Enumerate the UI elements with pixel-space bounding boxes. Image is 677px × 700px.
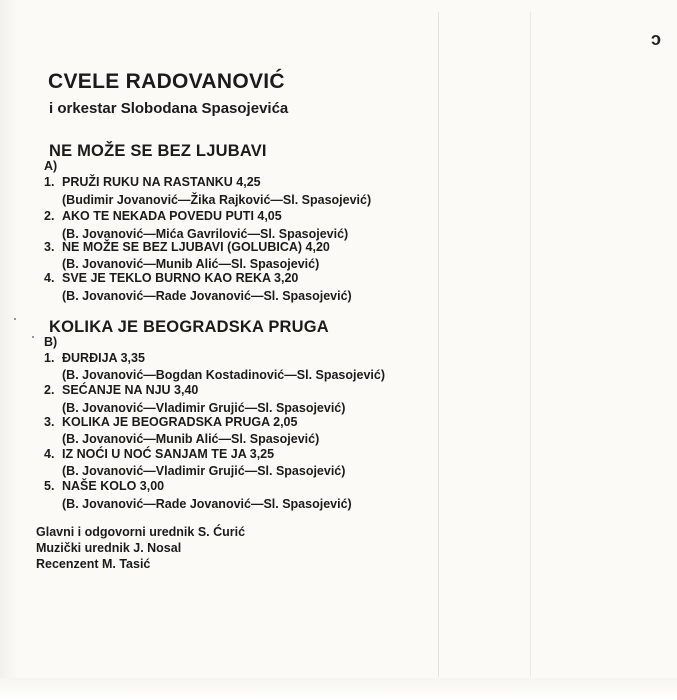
track-number: 5.: [44, 479, 55, 493]
side-b-title: KOLIKA JE BEOGRADSKA PRUGA: [49, 318, 329, 336]
track-title: KOLIKA JE BEOGRADSKA PRUGA 2,05: [62, 415, 298, 429]
track-number: 1.: [44, 351, 55, 365]
orchestra-name: i orkestar Slobodana Spasojevića: [49, 100, 289, 117]
bottom-edge: [0, 678, 677, 700]
music-editor: Muzički urednik J. Nosal: [36, 541, 182, 555]
track-credits: (Budimir Jovanović—Žika Rajković—Sl. Spasojević): [62, 193, 372, 207]
track-number: 3.: [44, 240, 55, 254]
track-b4: [44, 447, 274, 461]
corner-mark: c: [651, 31, 662, 51]
track-credits: (B. Jovanović—Munib Alić—Sl. Spasojević): [62, 432, 320, 446]
track-title: IZ NOĆI U NOĆ SANJAM TE JA 3,25: [62, 447, 275, 461]
track-credits: (B. Jovanović—Rade Jovanović—Sl. Spasojević): [62, 497, 352, 511]
track-credits: (B. Jovanović—Munib Alić—Sl. Spasojević): [62, 257, 320, 271]
side-a-label: A): [44, 159, 58, 173]
track-a1: [44, 175, 261, 189]
track-credits: (B. Jovanović—Vladimir Grujić—Sl. Spasojević): [62, 401, 346, 415]
track-credits: (B. Jovanović—Mića Gavrilović—Sl. Spasojević): [62, 227, 349, 241]
track-title: ĐURĐIJA 3,35: [62, 351, 145, 365]
track-title: SEĆANJE NA NJU 3,40: [62, 383, 199, 397]
print-speck: [14, 318, 16, 320]
track-title: NAŠE KOLO 3,00: [62, 479, 165, 493]
reviewer: Recenzent M. Tasić: [36, 557, 151, 571]
track-title: NE MOŽE SE BEZ LJUBAVI (GOLUBICA) 4,20: [62, 240, 330, 254]
artist-name: CVELE RADOVANOVIĆ: [48, 70, 285, 93]
track-title: PRUŽI RUKU NA RASTANKU 4,25: [62, 175, 261, 189]
track-number: 3.: [44, 415, 55, 429]
side-b-label: B): [44, 335, 58, 349]
track-credits: (B. Jovanović—Bogdan Kostadinović—Sl. Spasojević): [62, 368, 385, 382]
track-number: 2.: [44, 209, 55, 223]
fold-shadow: [0, 0, 18, 700]
track-credits: (B. Jovanović—Vladimir Grujić—Sl. Spasojević): [62, 464, 346, 478]
track-number: 1.: [44, 175, 55, 189]
track-title: SVE JE TEKLO BURNO KAO REKA 3,20: [62, 271, 299, 285]
print-speck: [32, 336, 34, 338]
track-b5: [44, 479, 164, 493]
track-a3: [44, 240, 330, 254]
track-credits: (B. Jovanović—Rade Jovanović—Sl. Spasojević): [62, 289, 352, 303]
track-b2: [44, 383, 198, 397]
track-number: 4.: [44, 447, 55, 461]
chief-editor: Glavni i odgovorni urednik S. Ćurić: [36, 525, 246, 539]
track-number: 2.: [44, 383, 55, 397]
side-a-title: NE MOŽE SE BEZ LJUBAVI: [49, 142, 267, 160]
panel-fold-line-2: [530, 12, 531, 677]
track-a2: [44, 209, 282, 223]
track-title: AKO TE NEKADA POVEDU PUTI 4,05: [62, 209, 282, 223]
track-a4: [44, 271, 298, 285]
track-number: 4.: [44, 271, 55, 285]
track-b3: [44, 415, 297, 429]
panel-fold-line: [438, 12, 439, 677]
track-b1: [44, 351, 145, 365]
